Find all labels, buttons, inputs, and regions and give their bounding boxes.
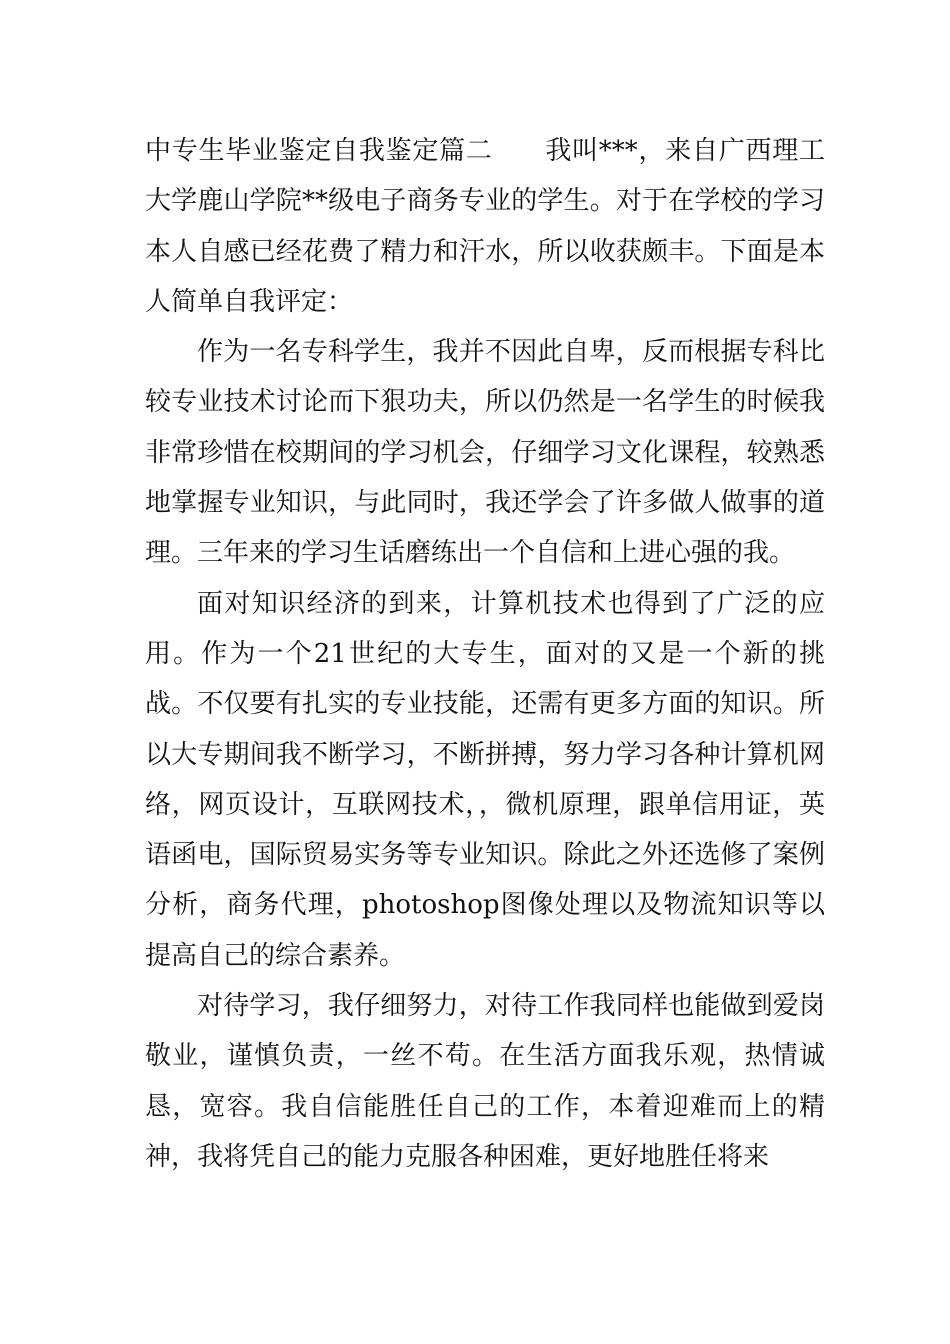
document-body [145, 126, 825, 1182]
paragraph-3: 对待学习，我仔细努力，对待工作我同样也能做到爱岗敬业，谨慎负责，一丝不苟。在生活方面我乐观，热情诚恳，宽容。我自信能胜任自己的工作，本着迎难而上的精神，我将凭自己的能力克服各种困难，更好地胜任将来 [145, 991, 825, 1172]
intro-paragraph [145, 126, 825, 327]
intro-text: 我叫***，来自广西理工大学鹿山学院**级电子商务专业的学生。对于在学校的学习本人自感已经花费了精力和汗水，所以收获颇丰。下面是本人简单自我评定： [145, 136, 825, 317]
document-heading: 中专生毕业鉴定自我鉴定篇二 [145, 136, 493, 166]
paragraph-1: 作为一名专科学生，我并不因此自卑，反而根据专科比较专业技术讨论而下狠功夫，所以仍然是一名学生的时候我非常珍惜在校期间的学习机会，仔细学习文化课程，较熟悉地掌握专业知识，与此同时，我还学会了许多做人做事的道理。三年来的学习生话磨练出一个自信和上进心强的我。 [145, 337, 825, 569]
paragraph-2: 面对知识经济的到来，计算机技术也得到了广泛的应用。作为一个21世纪的大专生，面对的又是一个新的挑战。不仅要有扎实的专业技能，还需有更多方面的知识。所以大专期间我不断学习，不断拼搏，努力学习各种计算机网络，网页设计，互联网技术，，微机原理，跟单信用证，英语函电，国际贸易实务等专业知识。除此之外还选修了案例分析，商务代理，photoshop图像处理以及物流知识等以提高自己的综合素养。 [145, 588, 825, 971]
